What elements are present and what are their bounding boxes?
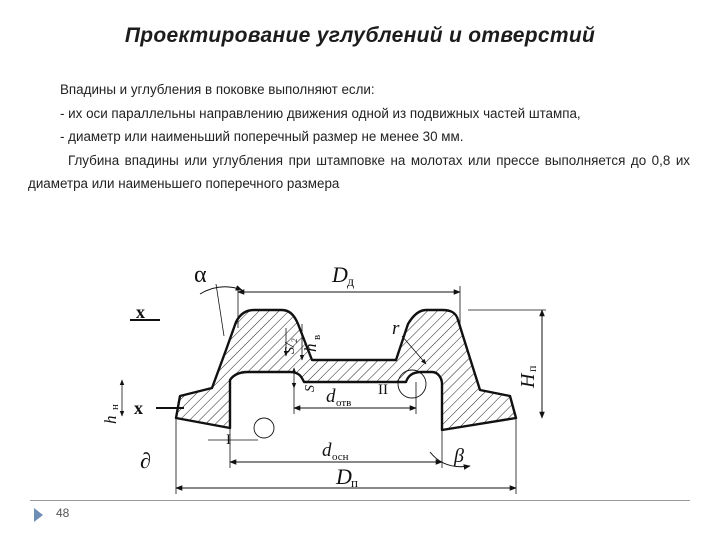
paragraph-condition-axes: - их оси параллельны направлению движения одной из подвижных частей штампа, (60, 105, 581, 121)
label-d-otv-sub: отв (336, 397, 352, 409)
page-marker-icon (34, 508, 43, 522)
label-d-d-sub: д (347, 275, 355, 290)
footer-divider (30, 500, 690, 501)
label-detail-ii: II (378, 382, 388, 398)
paragraph-condition-diameter: - диаметр или наименьший поперечный размер не менее 30 мм. (60, 129, 464, 144)
paragraph-intro: Впадины и углубления в поковке выполняют если: (60, 82, 375, 97)
label-beta: β (454, 445, 464, 467)
page-number-text: 48 (56, 506, 70, 520)
label-detail-i: I (226, 432, 231, 448)
label-x-bottom: x (134, 398, 143, 418)
label-alpha: α (194, 262, 207, 288)
page-number (30, 506, 90, 526)
label-d-d: D (332, 262, 348, 287)
label-d-otv: d (326, 386, 336, 407)
slide-body (28, 78, 690, 196)
label-h-n: h (101, 415, 120, 424)
label-h-v-sub: в (311, 334, 323, 340)
label-d-ii-sub: п (351, 475, 358, 490)
label-h-ii: H (517, 373, 539, 388)
label-h-n-sub: н (109, 404, 121, 410)
label-h-ii-sub: п (525, 365, 539, 372)
label-s: S (303, 385, 318, 392)
label-x-top: x (136, 302, 145, 322)
label-delta: ∂ (140, 448, 151, 473)
label-r: r (392, 318, 400, 339)
slide-title: Проектирование углублений и отверстий (124, 24, 596, 47)
label-h-v: h (301, 343, 320, 352)
label-d-osn-sub: осн (332, 451, 349, 463)
forging-drawing (96, 256, 546, 500)
detail-circle-i (254, 418, 274, 438)
label-s-half: S/₂ (283, 338, 298, 354)
label-d-osn: d (322, 440, 332, 461)
label-d-ii: D (336, 464, 352, 489)
forging-outline (176, 310, 516, 430)
paragraph-depth: Глубина впадины или углубления при штамповке на молотах или прессе выполняется до 0,8 их диаметра или наименьшего поперечного размера (28, 152, 690, 191)
forging-cross-section-figure (96, 256, 546, 500)
